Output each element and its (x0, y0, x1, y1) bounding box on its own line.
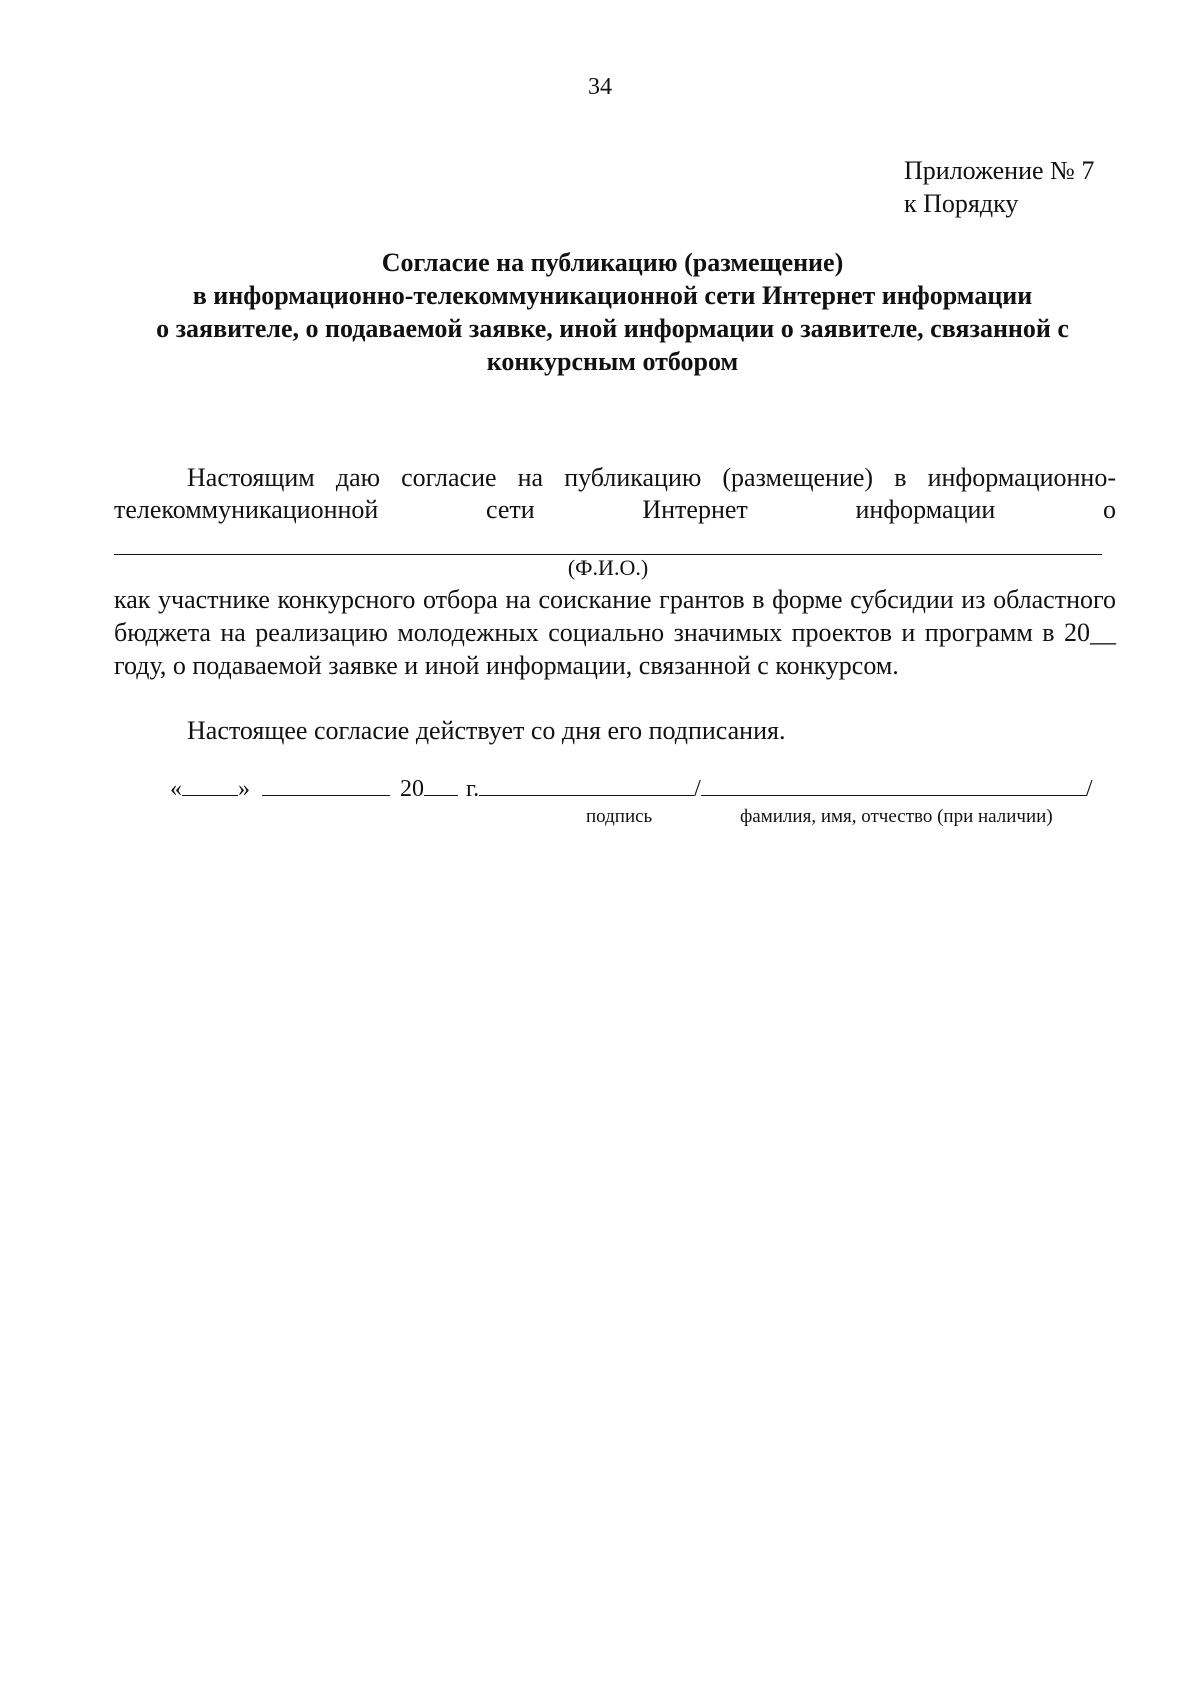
full-name-caption: фамилия, имя, отчество (при наличии) (740, 806, 1053, 827)
title-line-4: конкурсным отбором (486, 347, 739, 376)
fio-label: (Ф.И.О.) (567, 555, 649, 580)
consent-paragraph-continuation: как участнике конкурсного отбора на соискание грантов в форме субсидии из областного бюджета на реализацию молодежных социально значимых проектов и программ в 20__ году, о подаваемой заявке и иной информации, связанной с конкурсом. (114, 585, 1116, 680)
signature-blank[interactable] (479, 773, 694, 796)
signature-caption: подпись (586, 806, 653, 827)
consent-paragraph-line-1: Настоящим даю согласие на публикацию (размещение) в информационно- (187, 463, 1116, 492)
date-close-quote: » (238, 776, 250, 802)
day-blank[interactable] (182, 773, 238, 796)
title-line-3: о заявителе, о подаваемой заявке, иной информации о заявителе, связанной с (156, 314, 1069, 343)
document-title (110, 246, 1115, 378)
appendix-number: Приложение № 7 (904, 156, 1095, 185)
signature-row (170, 773, 1092, 804)
month-blank[interactable] (262, 773, 390, 796)
title-line-2: в информационно-телекоммуникационной сети Интернет информации (192, 281, 1033, 310)
appendix-reference (904, 154, 1094, 220)
full-name-blank[interactable] (701, 773, 1086, 796)
validity-paragraph: Настоящее согласие действует со дня его подписания. (187, 716, 786, 745)
date-open-quote: « (170, 776, 182, 802)
year-blank[interactable] (424, 773, 458, 796)
year-suffix: г. (466, 776, 480, 802)
year-prefix: 20 (400, 776, 424, 802)
page-number: 34 (588, 74, 612, 100)
signature-separator: / (694, 776, 701, 802)
appendix-order: к Порядку (904, 189, 1019, 218)
consent-paragraph-line-2: телекоммуникационной сети Интернет информации о (114, 495, 1116, 524)
signature-end-slash: / (1085, 776, 1093, 802)
title-line-1: Согласие на публикацию (размещение) (381, 248, 844, 277)
